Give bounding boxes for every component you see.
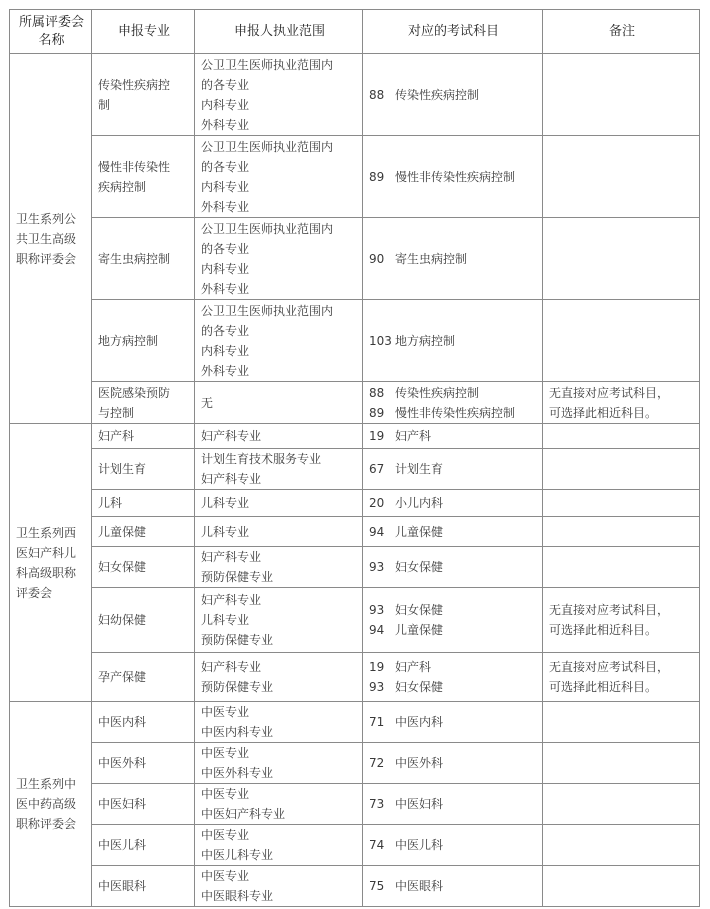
major-line: 医院感染预防 xyxy=(98,385,171,400)
major-cell xyxy=(92,382,195,424)
scope-line: 内科专业 xyxy=(201,343,250,358)
scope-cell xyxy=(195,218,363,300)
committee-name-line: 科高级职称 xyxy=(16,565,77,580)
subject-code: 89 xyxy=(369,169,385,184)
major-cell xyxy=(92,653,195,702)
major-line: 寄生虫病控制 xyxy=(98,251,171,266)
scope-cell xyxy=(195,300,363,382)
scope-line: 中医内科专业 xyxy=(201,725,274,739)
subject-code: 74 xyxy=(369,838,385,852)
major-line: 地方病控制 xyxy=(98,333,159,348)
subject-code: 72 xyxy=(369,756,385,770)
subject-name: 中医妇科 xyxy=(395,797,444,811)
subject-entry xyxy=(369,331,538,351)
subject-name: 慢性非传染性疾病控制 xyxy=(395,169,516,184)
subject-code: 67 xyxy=(369,462,385,476)
note-cell xyxy=(543,588,700,653)
note-cell xyxy=(543,300,700,382)
note-cell xyxy=(543,825,700,866)
table-body xyxy=(10,54,700,907)
subject-code: 71 xyxy=(369,715,385,729)
table-row xyxy=(10,653,700,702)
major-cell xyxy=(92,136,195,218)
subject-name: 中医眼科 xyxy=(395,879,444,893)
scope-line: 外科专业 xyxy=(201,199,250,214)
subject-name: 中医儿科 xyxy=(395,838,444,852)
scope-line: 公卫卫生医师执业范围内 xyxy=(201,221,334,236)
scope-cell xyxy=(195,743,363,784)
subject-cell xyxy=(363,588,543,653)
scope-line: 中医专业 xyxy=(201,705,250,719)
major-line: 中医儿科 xyxy=(98,838,147,852)
scope-line: 内科专业 xyxy=(201,179,250,194)
major-line: 疾病控制 xyxy=(98,179,147,194)
scope-line: 儿科专业 xyxy=(201,613,250,627)
scope-line: 预防保健专业 xyxy=(201,680,274,694)
subject-cell xyxy=(363,136,543,218)
subject-name: 慢性非传染性疾病控制 xyxy=(395,405,516,420)
major-line: 孕产保健 xyxy=(98,670,147,684)
subject-code: 94 xyxy=(369,623,385,637)
table-row xyxy=(10,300,700,382)
scope-line: 内科专业 xyxy=(201,261,250,276)
scope-cell xyxy=(195,825,363,866)
note-cell xyxy=(543,743,700,784)
major-cell xyxy=(92,490,195,517)
table-row xyxy=(10,702,700,743)
scope-line: 儿科专业 xyxy=(201,496,250,510)
note-line: 可选择此相近科目。 xyxy=(549,405,658,420)
header-major: 申报专业 xyxy=(92,10,195,54)
scope-line: 预防保健专业 xyxy=(201,633,274,647)
committee-name-line: 卫生系列西 xyxy=(16,525,77,540)
subject-name: 儿童保健 xyxy=(395,524,444,539)
scope-cell xyxy=(195,490,363,517)
scope-line: 预防保健专业 xyxy=(201,570,274,584)
major-line: 慢性非传染性 xyxy=(98,159,171,174)
subject-entry xyxy=(369,522,538,542)
subject-code: 93 xyxy=(369,603,385,617)
table-row xyxy=(10,54,700,136)
subject-name: 妇女保健 xyxy=(395,680,444,694)
committee-cell xyxy=(10,54,92,424)
header-note: 备注 xyxy=(543,10,700,54)
scope-line: 外科专业 xyxy=(201,281,250,296)
committee-name-line: 职称评委会 xyxy=(16,251,77,266)
scope-cell xyxy=(195,653,363,702)
subject-entry xyxy=(369,753,538,773)
committee-name-line: 卫生系列中 xyxy=(16,777,77,791)
note-cell xyxy=(543,702,700,743)
subject-code: 89 xyxy=(369,405,385,420)
subject-code: 73 xyxy=(369,797,385,811)
scope-cell xyxy=(195,702,363,743)
subject-entry xyxy=(369,677,538,697)
scope-cell xyxy=(195,517,363,547)
note-cell xyxy=(543,424,700,449)
scope-line: 中医妇产科专业 xyxy=(201,807,286,821)
subject-entry xyxy=(369,876,538,896)
major-cell xyxy=(92,866,195,907)
subject-entry xyxy=(369,620,538,640)
major-line: 中医内科 xyxy=(98,715,147,729)
scope-cell xyxy=(195,54,363,136)
note-cell xyxy=(543,866,700,907)
subject-code: 88 xyxy=(369,87,385,102)
major-cell xyxy=(92,424,195,449)
scope-line: 妇产科专业 xyxy=(201,593,262,607)
major-line: 儿童保健 xyxy=(98,524,147,539)
scope-line: 计划生育技术服务专业 xyxy=(201,452,322,466)
scope-cell xyxy=(195,588,363,653)
subject-entry xyxy=(369,835,538,855)
subject-name: 妇产科 xyxy=(395,429,432,443)
subject-entry xyxy=(369,493,538,513)
scope-cell xyxy=(195,784,363,825)
note-line: 无直接对应考试科目， xyxy=(549,603,670,617)
major-line: 妇女保健 xyxy=(98,560,147,574)
note-line: 无直接对应考试科目， xyxy=(549,660,670,674)
subject-entry xyxy=(369,403,538,423)
scope-line: 公卫卫生医师执业范围内 xyxy=(201,303,334,318)
subject-name: 传染性疾病控制 xyxy=(395,87,480,102)
subject-entry xyxy=(369,657,538,677)
subject-cell xyxy=(363,449,543,490)
header-row xyxy=(10,10,700,54)
subject-entry xyxy=(369,557,538,577)
scope-cell xyxy=(195,424,363,449)
subject-cell xyxy=(363,702,543,743)
subject-entry xyxy=(369,459,538,479)
scope-line: 的各专业 xyxy=(201,159,250,174)
note-cell xyxy=(543,517,700,547)
header-subject: 对应的考试科目 xyxy=(363,10,543,54)
major-line: 计划生育 xyxy=(98,462,147,476)
note-cell xyxy=(543,54,700,136)
subject-name: 中医内科 xyxy=(395,715,444,729)
note-line: 无直接对应考试科目， xyxy=(549,385,670,400)
subject-cell xyxy=(363,547,543,588)
exam-subject-table xyxy=(9,9,700,907)
subject-entry xyxy=(369,600,538,620)
note-cell xyxy=(543,218,700,300)
subject-name: 中医外科 xyxy=(395,756,444,770)
subject-cell xyxy=(363,866,543,907)
subject-name: 小儿内科 xyxy=(395,496,444,510)
scope-line: 外科专业 xyxy=(201,363,250,378)
table-row xyxy=(10,866,700,907)
subject-name: 妇产科 xyxy=(395,660,432,674)
scope-line: 的各专业 xyxy=(201,77,250,92)
committee-name-line: 医妇产科儿 xyxy=(16,545,77,560)
subject-cell xyxy=(363,517,543,547)
table-row xyxy=(10,547,700,588)
scope-line: 的各专业 xyxy=(201,241,250,256)
scope-line: 妇产科专业 xyxy=(201,660,262,674)
scope-line: 妇产科专业 xyxy=(201,429,262,443)
major-line: 与控制 xyxy=(98,405,135,420)
major-line: 儿科 xyxy=(98,496,123,510)
committee-name-line: 医中药高级 xyxy=(16,797,77,811)
header-committee-text: 所属评委会名称 xyxy=(18,14,84,48)
committee-cell xyxy=(10,702,92,907)
subject-entry xyxy=(369,85,538,105)
subject-cell xyxy=(363,825,543,866)
subject-code: 94 xyxy=(369,524,385,539)
table-row xyxy=(10,743,700,784)
table-row xyxy=(10,424,700,449)
subject-name: 寄生虫病控制 xyxy=(395,251,468,266)
table-row xyxy=(10,517,700,547)
major-cell xyxy=(92,743,195,784)
subject-code: 103 xyxy=(369,333,392,348)
subject-cell xyxy=(363,54,543,136)
scope-line: 中医外科专业 xyxy=(201,766,274,780)
note-cell xyxy=(543,449,700,490)
major-cell xyxy=(92,825,195,866)
note-cell xyxy=(543,382,700,424)
header-committee xyxy=(10,10,92,54)
scope-cell xyxy=(195,547,363,588)
table-row xyxy=(10,449,700,490)
scope-line: 中医专业 xyxy=(201,787,250,801)
subject-code: 19 xyxy=(369,660,385,674)
major-cell xyxy=(92,449,195,490)
subject-cell xyxy=(363,300,543,382)
subject-code: 90 xyxy=(369,251,385,266)
scope-line: 公卫卫生医师执业范围内 xyxy=(201,139,334,154)
subject-code: 19 xyxy=(369,429,385,443)
subject-code: 93 xyxy=(369,560,385,574)
table-row xyxy=(10,382,700,424)
table-row xyxy=(10,588,700,653)
scope-cell xyxy=(195,382,363,424)
committee-cell xyxy=(10,424,92,702)
subject-code: 88 xyxy=(369,385,385,400)
scope-line: 外科专业 xyxy=(201,117,250,132)
subject-name: 计划生育 xyxy=(395,462,444,476)
scope-line: 中医专业 xyxy=(201,828,250,842)
table-row xyxy=(10,784,700,825)
subject-cell xyxy=(363,743,543,784)
scope-line: 儿科专业 xyxy=(201,524,250,539)
subject-cell xyxy=(363,382,543,424)
scope-line: 无 xyxy=(201,395,214,410)
subject-entry xyxy=(369,249,538,269)
committee-name-line: 评委会 xyxy=(16,585,53,600)
committee-name-line: 卫生系列公 xyxy=(16,211,77,226)
scope-line: 妇产科专业 xyxy=(201,472,262,486)
major-line: 中医外科 xyxy=(98,756,147,770)
subject-name: 儿童保健 xyxy=(395,623,444,637)
committee-name-line: 职称评委会 xyxy=(16,817,77,831)
major-cell xyxy=(92,784,195,825)
note-cell xyxy=(543,490,700,517)
subject-entry xyxy=(369,167,538,187)
subject-entry xyxy=(369,383,538,403)
subject-entry xyxy=(369,426,538,446)
subject-cell xyxy=(363,218,543,300)
table-row xyxy=(10,136,700,218)
note-cell xyxy=(543,653,700,702)
subject-name: 妇女保健 xyxy=(395,603,444,617)
major-line: 中医妇科 xyxy=(98,797,147,811)
table-row xyxy=(10,490,700,517)
subject-name: 传染性疾病控制 xyxy=(395,385,480,400)
table-row xyxy=(10,825,700,866)
subject-code: 93 xyxy=(369,680,385,694)
note-cell xyxy=(543,547,700,588)
major-cell xyxy=(92,547,195,588)
scope-line: 公卫卫生医师执业范围内 xyxy=(201,57,334,72)
major-cell xyxy=(92,588,195,653)
scope-cell xyxy=(195,449,363,490)
major-line: 中医眼科 xyxy=(98,879,147,893)
major-cell xyxy=(92,517,195,547)
subject-entry xyxy=(369,712,538,732)
subject-cell xyxy=(363,653,543,702)
subject-entry xyxy=(369,794,538,814)
note-cell xyxy=(543,784,700,825)
major-line: 妇产科 xyxy=(98,429,135,443)
subject-code: 20 xyxy=(369,496,385,510)
major-cell xyxy=(92,702,195,743)
subject-name: 妇女保健 xyxy=(395,560,444,574)
scope-cell xyxy=(195,136,363,218)
subject-name: 地方病控制 xyxy=(395,333,456,348)
major-line: 妇幼保健 xyxy=(98,613,147,627)
subject-cell xyxy=(363,784,543,825)
header-scope: 申报人执业范围 xyxy=(195,10,363,54)
table-row xyxy=(10,218,700,300)
scope-line: 中医儿科专业 xyxy=(201,848,274,862)
scope-line: 的各专业 xyxy=(201,323,250,338)
scope-line: 妇产科专业 xyxy=(201,550,262,564)
scope-line: 内科专业 xyxy=(201,97,250,112)
major-cell xyxy=(92,300,195,382)
committee-name-line: 共卫生高级 xyxy=(16,231,77,246)
subject-cell xyxy=(363,490,543,517)
scope-line: 中医专业 xyxy=(201,746,250,760)
major-line: 制 xyxy=(98,97,111,112)
subject-cell xyxy=(363,424,543,449)
major-cell xyxy=(92,218,195,300)
scope-line: 中医眼科专业 xyxy=(201,889,274,903)
note-line: 可选择此相近科目。 xyxy=(549,680,658,694)
scope-line: 中医专业 xyxy=(201,869,250,883)
subject-code: 75 xyxy=(369,879,385,893)
note-cell xyxy=(543,136,700,218)
major-cell xyxy=(92,54,195,136)
major-line: 传染性疾病控 xyxy=(98,77,171,92)
note-line: 可选择此相近科目。 xyxy=(549,623,658,637)
scope-cell xyxy=(195,866,363,907)
